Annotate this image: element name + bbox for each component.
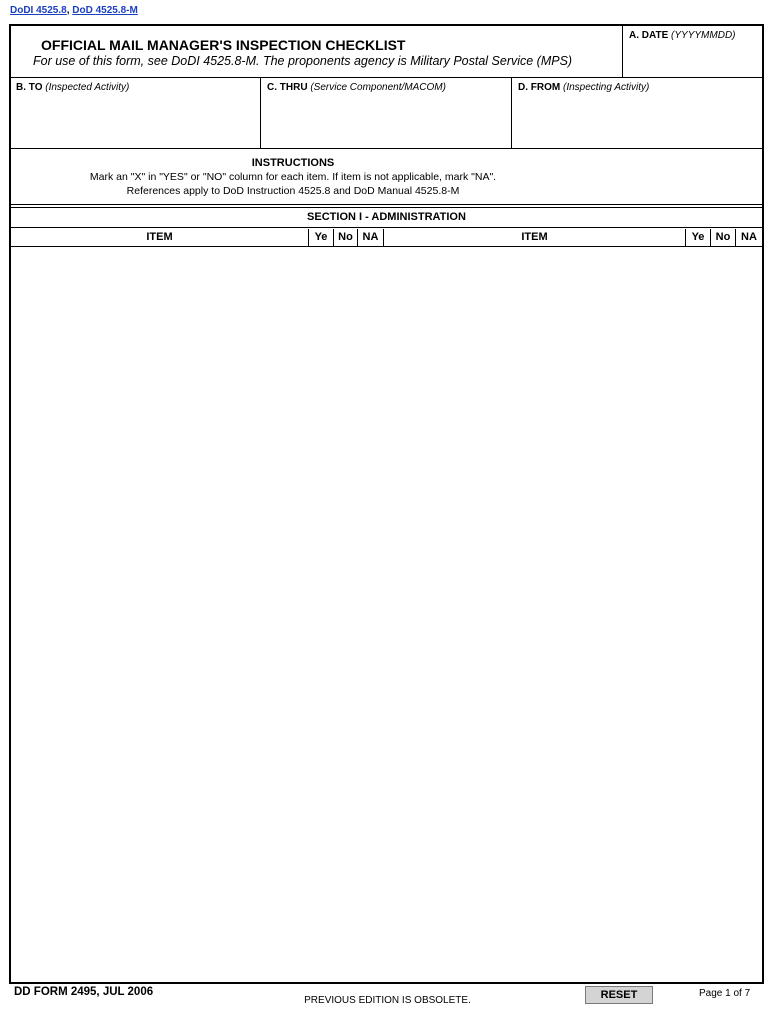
link-dod-4525-8-m[interactable]: DoD 4525.8-M (72, 5, 138, 16)
column-na-right: NA (741, 231, 757, 243)
date-hint: (YYYYMMDD) (671, 30, 736, 41)
checklist-body (11, 248, 762, 982)
to-label (16, 82, 129, 93)
thru-label (267, 82, 446, 93)
date-field[interactable] (624, 26, 762, 77)
obsolete-notice: PREVIOUS EDITION IS OBSOLETE. (304, 995, 471, 1006)
column-headers (11, 229, 762, 247)
to-label-text: B. TO (16, 82, 43, 93)
address-row (11, 78, 762, 149)
from-field[interactable] (513, 78, 762, 148)
column-item-right: ITEM (384, 229, 686, 246)
section-title: SECTION I - ADMINISTRATION (11, 207, 762, 228)
reference-links (10, 5, 138, 16)
thru-label-text: C. THRU (267, 82, 308, 93)
column-no-right: No (711, 229, 736, 246)
column-yes-left: Ye (309, 229, 334, 246)
column-yes-right: Ye (686, 229, 711, 246)
link-separator: , (66, 5, 70, 16)
column-item-left: ITEM (11, 229, 309, 246)
reset-button[interactable]: RESET (585, 986, 653, 1004)
to-field[interactable] (11, 78, 261, 148)
column-na-left: NA (358, 229, 384, 246)
instructions-line-2: References apply to DoD Instruction 4525.8 and DoD Manual 4525.8-M (126, 185, 460, 197)
from-label (518, 82, 649, 93)
form-subtitle: For use of this form, see DoDI 4525.8-M. The proponents agency is Military Postal Service (MPS) (33, 54, 573, 68)
from-label-text: D. FROM (518, 82, 561, 93)
form-id: DD FORM 2495, JUL 2006 (14, 986, 154, 998)
instructions-title: INSTRUCTIONS (251, 157, 335, 169)
form-title: OFFICIAL MAIL MANAGER'S INSPECTION CHECKLIST (41, 37, 406, 53)
thru-field[interactable] (262, 78, 512, 148)
date-label (629, 30, 736, 41)
thru-hint: (Service Component/MACOM) (310, 82, 446, 93)
column-no-left: No (334, 229, 358, 246)
instructions-block (11, 150, 762, 205)
page-number: Page 1 of 7 (699, 988, 751, 999)
inspection-form (9, 24, 764, 984)
form-footer (0, 984, 775, 1024)
form-header (11, 26, 762, 78)
from-hint: (Inspecting Activity) (563, 82, 650, 93)
title-cell (11, 26, 623, 77)
date-label-text: A. DATE (629, 30, 669, 41)
link-dodi-4525-8[interactable]: DoDI 4525.8 (10, 5, 67, 16)
to-hint: (Inspected Activity) (45, 82, 130, 93)
instructions-line-1: Mark an "X" in "YES" or "NO" column for each item. If item is not applicable, mark "NA". (89, 171, 497, 183)
